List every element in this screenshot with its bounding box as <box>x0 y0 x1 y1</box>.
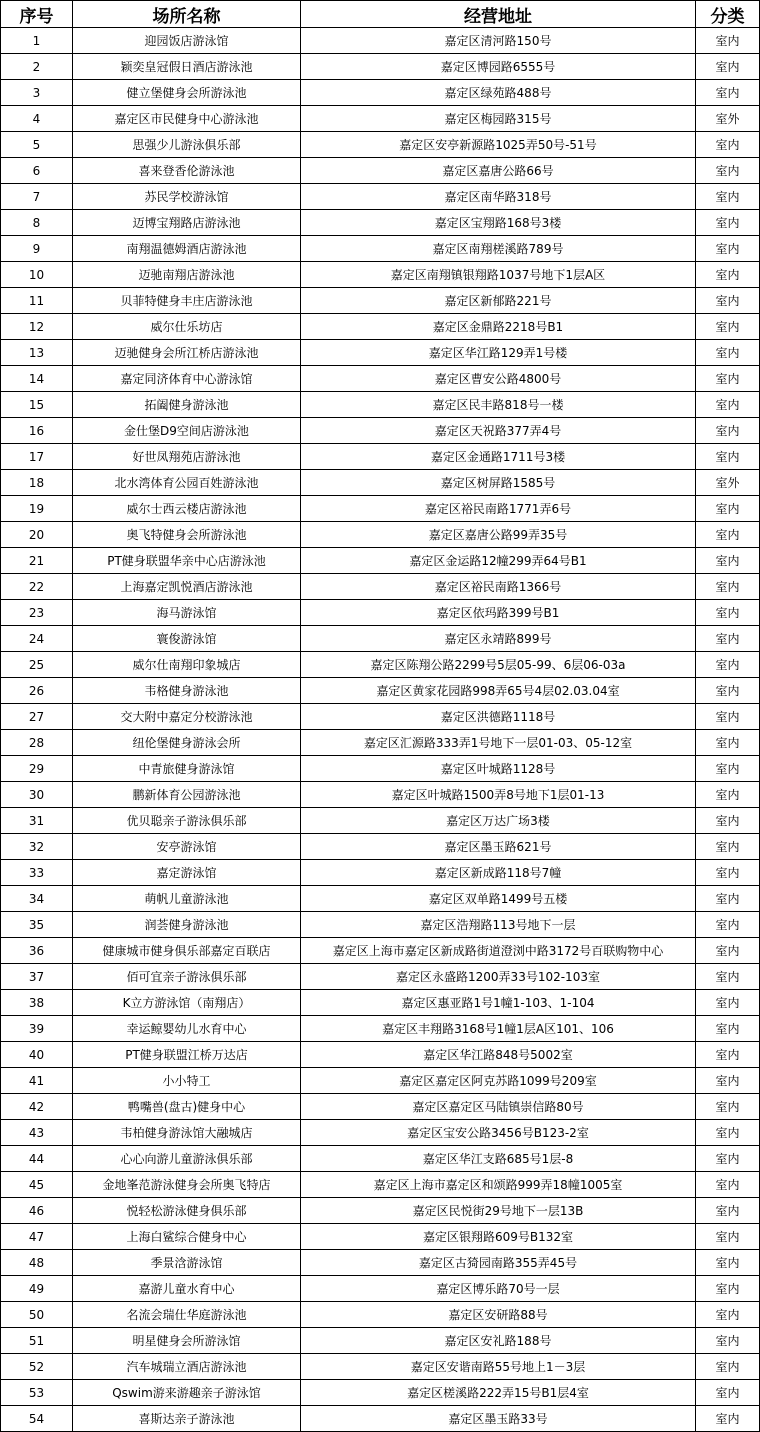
cell-index: 43 <box>1 1120 73 1146</box>
table-row <box>1 496 760 522</box>
cell-category: 室内 <box>696 1146 760 1172</box>
table-row <box>1 886 760 912</box>
cell-venue-name: 汽车城瑞立酒店游泳池 <box>73 1354 301 1380</box>
cell-category: 室内 <box>696 782 760 808</box>
table-row <box>1 262 760 288</box>
cell-venue-name: 季景浛游泳馆 <box>73 1250 301 1276</box>
cell-address: 嘉定区叶城路1500弄8号地下1层01-13 <box>301 782 696 808</box>
cell-venue-name: 名流会瑞仕华庭游泳池 <box>73 1302 301 1328</box>
cell-address: 嘉定区惠亚路1号1幢1-103、1-104 <box>301 990 696 1016</box>
cell-address: 嘉定区金鼎路2218号B1 <box>301 314 696 340</box>
table-row <box>1 470 760 496</box>
table-row <box>1 1224 760 1250</box>
cell-address: 嘉定区嘉定区马陆镇崇信路80号 <box>301 1094 696 1120</box>
cell-index: 41 <box>1 1068 73 1094</box>
cell-venue-name: 思强少儿游泳俱乐部 <box>73 132 301 158</box>
cell-venue-name: 喜来登香伦游泳池 <box>73 158 301 184</box>
header-row <box>1 1 760 28</box>
cell-index: 10 <box>1 262 73 288</box>
cell-category: 室内 <box>696 262 760 288</box>
cell-venue-name: 润荟健身游泳池 <box>73 912 301 938</box>
cell-venue-name: 贝菲特健身丰庄店游泳池 <box>73 288 301 314</box>
cell-venue-name: K立方游泳馆（南翔店） <box>73 990 301 1016</box>
cell-address: 嘉定区新成路118号7幢 <box>301 860 696 886</box>
cell-index: 2 <box>1 54 73 80</box>
cell-address: 嘉定区博乐路70号一层 <box>301 1276 696 1302</box>
cell-category: 室内 <box>696 626 760 652</box>
cell-address: 嘉定区洪德路1118号 <box>301 704 696 730</box>
table-row <box>1 1016 760 1042</box>
table-row <box>1 236 760 262</box>
cell-index: 25 <box>1 652 73 678</box>
table-row <box>1 288 760 314</box>
cell-category: 室内 <box>696 444 760 470</box>
cell-index: 12 <box>1 314 73 340</box>
cell-index: 31 <box>1 808 73 834</box>
cell-index: 33 <box>1 860 73 886</box>
cell-category: 室外 <box>696 106 760 132</box>
cell-address: 嘉定区墨玉路33号 <box>301 1406 696 1432</box>
table-row <box>1 1146 760 1172</box>
cell-venue-name: PT健身联盟华亲中心店游泳池 <box>73 548 301 574</box>
cell-venue-name: Qswim游来游趣亲子游泳馆 <box>73 1380 301 1406</box>
cell-category: 室内 <box>696 28 760 54</box>
cell-venue-name: 拓阖健身游泳池 <box>73 392 301 418</box>
cell-index: 40 <box>1 1042 73 1068</box>
cell-index: 4 <box>1 106 73 132</box>
cell-category: 室内 <box>696 496 760 522</box>
cell-category: 室内 <box>696 600 760 626</box>
cell-index: 24 <box>1 626 73 652</box>
table-row <box>1 1380 760 1406</box>
cell-address: 嘉定区宝安公路3456号B123-2室 <box>301 1120 696 1146</box>
cell-category: 室内 <box>696 1042 760 1068</box>
cell-address: 嘉定区新郁路221号 <box>301 288 696 314</box>
table-row <box>1 340 760 366</box>
table-row <box>1 1068 760 1094</box>
cell-address: 嘉定区万达广场3楼 <box>301 808 696 834</box>
cell-venue-name: 迈博宝翔路店游泳池 <box>73 210 301 236</box>
cell-index: 45 <box>1 1172 73 1198</box>
cell-venue-name: 金仕堡D9空间店游泳池 <box>73 418 301 444</box>
cell-address: 嘉定区绿苑路488号 <box>301 80 696 106</box>
header-cell-category: 分类 <box>696 1 760 28</box>
cell-category: 室内 <box>696 730 760 756</box>
cell-index: 26 <box>1 678 73 704</box>
cell-address: 嘉定区银翔路609号B132室 <box>301 1224 696 1250</box>
cell-venue-name: 小小特工 <box>73 1068 301 1094</box>
cell-venue-name: 健立堡健身会所游泳池 <box>73 80 301 106</box>
cell-venue-name: 幸运鲸婴幼儿水育中心 <box>73 1016 301 1042</box>
cell-venue-name: 苏民学校游泳馆 <box>73 184 301 210</box>
cell-venue-name: 嘉定同济体育中心游泳馆 <box>73 366 301 392</box>
cell-address: 嘉定区民悦街29号地下一层13B <box>301 1198 696 1224</box>
cell-category: 室内 <box>696 1328 760 1354</box>
cell-venue-name: 韦格健身游泳池 <box>73 678 301 704</box>
cell-index: 50 <box>1 1302 73 1328</box>
cell-address: 嘉定区上海市嘉定区新成路街道澄浏中路3172号百联购物中心 <box>301 938 696 964</box>
cell-venue-name: 悦轻松游泳健身俱乐部 <box>73 1198 301 1224</box>
cell-index: 18 <box>1 470 73 496</box>
cell-address: 嘉定区嘉唐公路99弄35号 <box>301 522 696 548</box>
cell-index: 9 <box>1 236 73 262</box>
table-row <box>1 574 760 600</box>
cell-venue-name: 威尔士西云楼店游泳池 <box>73 496 301 522</box>
cell-index: 16 <box>1 418 73 444</box>
table-row <box>1 548 760 574</box>
cell-venue-name: PT健身联盟江桥万达店 <box>73 1042 301 1068</box>
table-row <box>1 834 760 860</box>
cell-address: 嘉定区安礼路188号 <box>301 1328 696 1354</box>
cell-category: 室内 <box>696 522 760 548</box>
cell-address: 嘉定区裕民南路1366号 <box>301 574 696 600</box>
cell-category: 室内 <box>696 1016 760 1042</box>
cell-index: 3 <box>1 80 73 106</box>
cell-address: 嘉定区丰翔路3168号1幢1层A区101、106 <box>301 1016 696 1042</box>
cell-category: 室内 <box>696 1094 760 1120</box>
table-row <box>1 782 760 808</box>
cell-venue-name: 明星健身会所游泳馆 <box>73 1328 301 1354</box>
cell-category: 室内 <box>696 366 760 392</box>
cell-index: 23 <box>1 600 73 626</box>
cell-address: 嘉定区黄家花园路998弄65号4层02.03.04室 <box>301 678 696 704</box>
cell-category: 室内 <box>696 1198 760 1224</box>
cell-index: 37 <box>1 964 73 990</box>
table-row <box>1 1328 760 1354</box>
cell-address: 嘉定区古猗园南路355弄45号 <box>301 1250 696 1276</box>
cell-index: 30 <box>1 782 73 808</box>
cell-category: 室内 <box>696 1302 760 1328</box>
cell-category: 室内 <box>696 678 760 704</box>
table-row <box>1 652 760 678</box>
cell-category: 室内 <box>696 158 760 184</box>
table-row <box>1 600 760 626</box>
cell-address: 嘉定区博园路6555号 <box>301 54 696 80</box>
cell-venue-name: 好世凤翔苑店游泳池 <box>73 444 301 470</box>
cell-category: 室内 <box>696 1354 760 1380</box>
cell-index: 14 <box>1 366 73 392</box>
cell-category: 室内 <box>696 236 760 262</box>
table-row <box>1 990 760 1016</box>
cell-index: 52 <box>1 1354 73 1380</box>
table-row <box>1 912 760 938</box>
cell-index: 1 <box>1 28 73 54</box>
cell-index: 6 <box>1 158 73 184</box>
table-row <box>1 158 760 184</box>
cell-category: 室内 <box>696 340 760 366</box>
cell-address: 嘉定区安研路88号 <box>301 1302 696 1328</box>
cell-venue-name: 上海嘉定凯悦酒店游泳池 <box>73 574 301 600</box>
table-row <box>1 678 760 704</box>
table-row <box>1 1094 760 1120</box>
table-row <box>1 808 760 834</box>
cell-venue-name: 颖奕皇冠假日酒店游泳池 <box>73 54 301 80</box>
table-row <box>1 444 760 470</box>
cell-address: 嘉定区依玛路399号B1 <box>301 600 696 626</box>
cell-address: 嘉定区华江支路685号1层-8 <box>301 1146 696 1172</box>
header-cell-venue-name: 场所名称 <box>73 1 301 28</box>
cell-venue-name: 上海白鲨综合健身中心 <box>73 1224 301 1250</box>
cell-index: 29 <box>1 756 73 782</box>
cell-address: 嘉定区嘉定区阿克苏路1099号209室 <box>301 1068 696 1094</box>
cell-index: 48 <box>1 1250 73 1276</box>
cell-index: 8 <box>1 210 73 236</box>
cell-index: 35 <box>1 912 73 938</box>
cell-address: 嘉定区华江路848号5002室 <box>301 1042 696 1068</box>
cell-category: 室内 <box>696 886 760 912</box>
cell-category: 室内 <box>696 1120 760 1146</box>
table-row <box>1 1042 760 1068</box>
table-row <box>1 1276 760 1302</box>
cell-venue-name: 佰可宜亲子游泳俱乐部 <box>73 964 301 990</box>
table-row <box>1 756 760 782</box>
cell-address: 嘉定区树屏路1585号 <box>301 470 696 496</box>
cell-index: 27 <box>1 704 73 730</box>
cell-venue-name: 健康城市健身俱乐部嘉定百联店 <box>73 938 301 964</box>
table-row <box>1 1172 760 1198</box>
cell-index: 44 <box>1 1146 73 1172</box>
cell-category: 室内 <box>696 938 760 964</box>
cell-index: 36 <box>1 938 73 964</box>
table-row <box>1 522 760 548</box>
cell-category: 室内 <box>696 184 760 210</box>
cell-index: 39 <box>1 1016 73 1042</box>
table-row <box>1 964 760 990</box>
cell-category: 室内 <box>696 132 760 158</box>
cell-address: 嘉定区槎溪路222弄15号B1层4室 <box>301 1380 696 1406</box>
cell-address: 嘉定区叶城路1128号 <box>301 756 696 782</box>
cell-category: 室内 <box>696 288 760 314</box>
table-row <box>1 210 760 236</box>
cell-category: 室内 <box>696 912 760 938</box>
table-row <box>1 626 760 652</box>
table-row <box>1 704 760 730</box>
cell-address: 嘉定区梅园路315号 <box>301 106 696 132</box>
cell-venue-name: 威尔仕南翔印象城店 <box>73 652 301 678</box>
cell-venue-name: 安亭游泳馆 <box>73 834 301 860</box>
cell-venue-name: 纽伦堡健身游泳会所 <box>73 730 301 756</box>
cell-category: 室内 <box>696 1250 760 1276</box>
cell-venue-name: 寰俊游泳馆 <box>73 626 301 652</box>
cell-category: 室内 <box>696 54 760 80</box>
cell-index: 34 <box>1 886 73 912</box>
cell-index: 20 <box>1 522 73 548</box>
table-row <box>1 392 760 418</box>
cell-category: 室内 <box>696 756 760 782</box>
table-body <box>1 28 760 1432</box>
table-row <box>1 132 760 158</box>
cell-address: 嘉定区安亭新源路1025弄50号-51号 <box>301 132 696 158</box>
cell-index: 21 <box>1 548 73 574</box>
cell-address: 嘉定区双单路1499号五楼 <box>301 886 696 912</box>
cell-address: 嘉定区曹安公路4800号 <box>301 366 696 392</box>
cell-index: 17 <box>1 444 73 470</box>
table-row <box>1 860 760 886</box>
cell-category: 室内 <box>696 990 760 1016</box>
cell-index: 46 <box>1 1198 73 1224</box>
cell-address: 嘉定区永盛路1200弄33号102-103室 <box>301 964 696 990</box>
cell-address: 嘉定区金运路12幢299弄64号B1 <box>301 548 696 574</box>
cell-category: 室内 <box>696 314 760 340</box>
cell-category: 室内 <box>696 808 760 834</box>
cell-category: 室内 <box>696 548 760 574</box>
cell-category: 室内 <box>696 1406 760 1432</box>
cell-address: 嘉定区清河路150号 <box>301 28 696 54</box>
cell-address: 嘉定区安谐南路55号地上1－3层 <box>301 1354 696 1380</box>
cell-index: 28 <box>1 730 73 756</box>
cell-index: 19 <box>1 496 73 522</box>
cell-venue-name: 鹏新体育公园游泳池 <box>73 782 301 808</box>
cell-venue-name: 萌帆儿童游泳池 <box>73 886 301 912</box>
cell-category: 室内 <box>696 1380 760 1406</box>
cell-address: 嘉定区上海市嘉定区和颂路999弄18幢1005室 <box>301 1172 696 1198</box>
cell-category: 室外 <box>696 470 760 496</box>
header-cell-index: 序号 <box>1 1 73 28</box>
table-row <box>1 1406 760 1432</box>
table-row <box>1 418 760 444</box>
cell-address: 嘉定区陈翔公路2299号5层05-99、6层06-03a <box>301 652 696 678</box>
cell-index: 47 <box>1 1224 73 1250</box>
cell-address: 嘉定区宝翔路168号3楼 <box>301 210 696 236</box>
cell-address: 嘉定区华江路129弄1号楼 <box>301 340 696 366</box>
cell-index: 49 <box>1 1276 73 1302</box>
cell-venue-name: 海马游泳馆 <box>73 600 301 626</box>
cell-address: 嘉定区南翔槎溪路789号 <box>301 236 696 262</box>
table-row <box>1 314 760 340</box>
cell-address: 嘉定区天祝路377弄4号 <box>301 418 696 444</box>
cell-venue-name: 韦柏健身游泳馆大融城店 <box>73 1120 301 1146</box>
cell-index: 42 <box>1 1094 73 1120</box>
cell-address: 嘉定区永靖路899号 <box>301 626 696 652</box>
cell-address: 嘉定区汇源路333弄1号地下一层01-03、05-12室 <box>301 730 696 756</box>
cell-venue-name: 金地峯范游泳健身会所奥飞特店 <box>73 1172 301 1198</box>
table-row <box>1 1198 760 1224</box>
cell-category: 室内 <box>696 860 760 886</box>
cell-venue-name: 嘉定区市民健身中心游泳池 <box>73 106 301 132</box>
cell-category: 室内 <box>696 1172 760 1198</box>
cell-index: 22 <box>1 574 73 600</box>
table-row <box>1 1250 760 1276</box>
header-cell-address: 经营地址 <box>301 1 696 28</box>
cell-venue-name: 北水湾体育公园百姓游泳池 <box>73 470 301 496</box>
cell-venue-name: 中青旅健身游泳馆 <box>73 756 301 782</box>
cell-category: 室内 <box>696 210 760 236</box>
cell-venue-name: 迎园饭店游泳馆 <box>73 28 301 54</box>
cell-category: 室内 <box>696 1276 760 1302</box>
table-row <box>1 184 760 210</box>
table-row <box>1 1120 760 1146</box>
table-row <box>1 938 760 964</box>
table-row <box>1 54 760 80</box>
cell-index: 38 <box>1 990 73 1016</box>
cell-category: 室内 <box>696 80 760 106</box>
cell-venue-name: 嘉定游泳馆 <box>73 860 301 886</box>
cell-address: 嘉定区嘉唐公路66号 <box>301 158 696 184</box>
cell-category: 室内 <box>696 1224 760 1250</box>
cell-category: 室内 <box>696 1068 760 1094</box>
table-row <box>1 1354 760 1380</box>
cell-venue-name: 嘉游儿童水育中心 <box>73 1276 301 1302</box>
table-row <box>1 80 760 106</box>
cell-index: 54 <box>1 1406 73 1432</box>
cell-venue-name: 喜斯达亲子游泳池 <box>73 1406 301 1432</box>
cell-index: 15 <box>1 392 73 418</box>
cell-category: 室内 <box>696 574 760 600</box>
cell-category: 室内 <box>696 964 760 990</box>
cell-address: 嘉定区民丰路818号一楼 <box>301 392 696 418</box>
table-row <box>1 1302 760 1328</box>
cell-index: 32 <box>1 834 73 860</box>
cell-address: 嘉定区墨玉路621号 <box>301 834 696 860</box>
cell-category: 室内 <box>696 418 760 444</box>
cell-venue-name: 南翔温德姆酒店游泳池 <box>73 236 301 262</box>
table-row <box>1 28 760 54</box>
table-row <box>1 730 760 756</box>
cell-category: 室内 <box>696 704 760 730</box>
cell-address: 嘉定区金通路1711号3楼 <box>301 444 696 470</box>
cell-venue-name: 迈驰健身会所江桥店游泳池 <box>73 340 301 366</box>
cell-index: 11 <box>1 288 73 314</box>
cell-venue-name: 威尔仕乐坊店 <box>73 314 301 340</box>
cell-index: 51 <box>1 1328 73 1354</box>
cell-venue-name: 迈驰南翔店游泳池 <box>73 262 301 288</box>
cell-address: 嘉定区南翔镇银翔路1037号地下1层A区 <box>301 262 696 288</box>
cell-venue-name: 奥飞特健身会所游泳池 <box>73 522 301 548</box>
cell-venue-name: 心心向游儿童游泳俱乐部 <box>73 1146 301 1172</box>
cell-address: 嘉定区南华路318号 <box>301 184 696 210</box>
cell-index: 53 <box>1 1380 73 1406</box>
cell-venue-name: 交大附中嘉定分校游泳池 <box>73 704 301 730</box>
cell-index: 13 <box>1 340 73 366</box>
cell-category: 室内 <box>696 834 760 860</box>
cell-venue-name: 鸭嘴兽(盘古)健身中心 <box>73 1094 301 1120</box>
cell-index: 7 <box>1 184 73 210</box>
table-row <box>1 366 760 392</box>
cell-address: 嘉定区浩翔路113号地下一层 <box>301 912 696 938</box>
cell-category: 室内 <box>696 652 760 678</box>
cell-category: 室内 <box>696 392 760 418</box>
cell-index: 5 <box>1 132 73 158</box>
cell-address: 嘉定区裕民南路1771弄6号 <box>301 496 696 522</box>
cell-venue-name: 优贝聪亲子游泳俱乐部 <box>73 808 301 834</box>
table-row <box>1 106 760 132</box>
